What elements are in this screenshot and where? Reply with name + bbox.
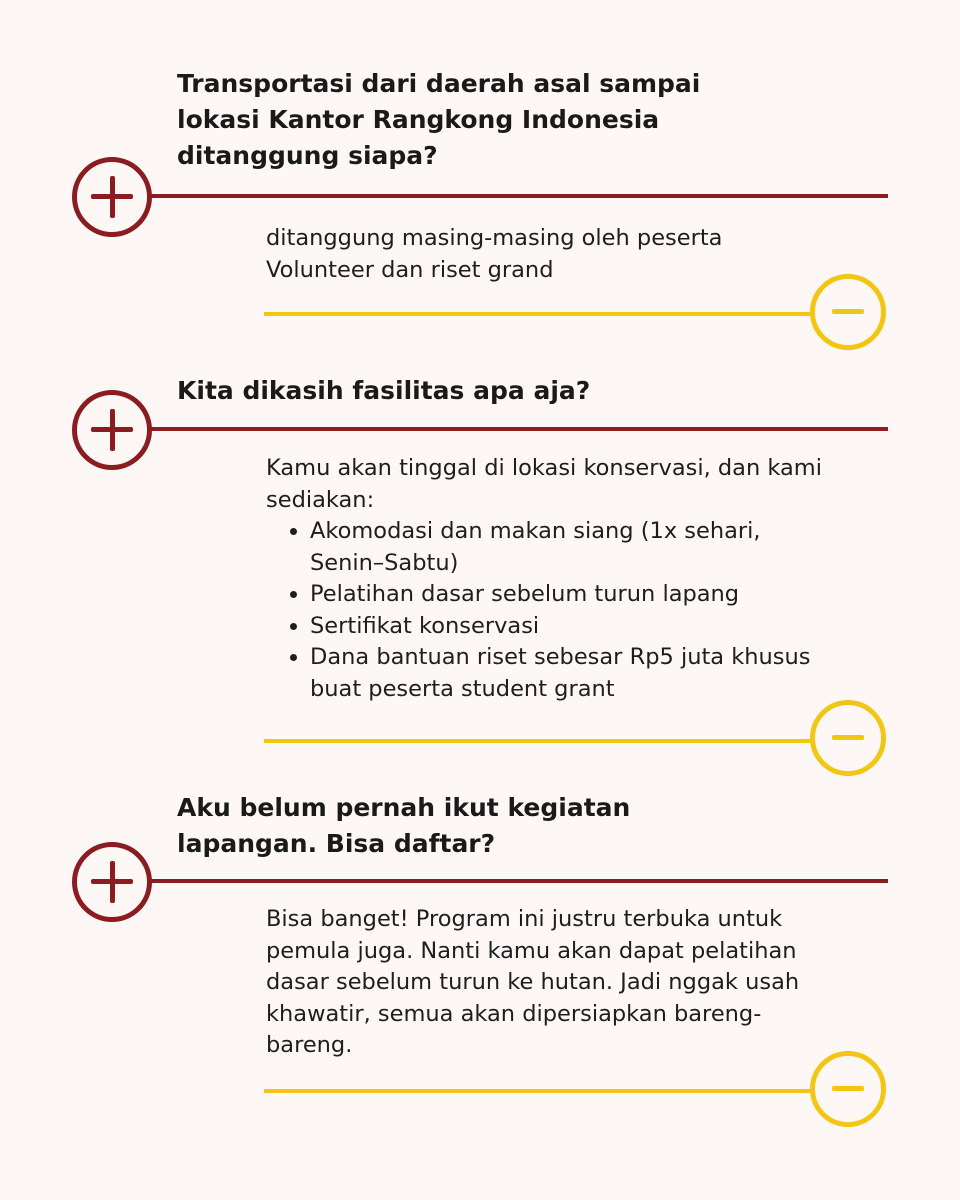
question-divider [148,427,888,431]
answer-divider [264,312,814,316]
minus-icon[interactable] [810,274,886,350]
answer-text: Bisa banget! Program ini justru terbuka untuk pemula juga. Nanti kamu akan dapat pelatihan dasar sebelum turun ke hutan. Jadi nggak usah khawatir, semua akan dipersiapkan bareng-bareng. [266,906,800,1058]
faq-question[interactable]: Transportasi dari daerah asal sampai lokasi Kantor Rangkong Indonesia ditanggung siapa? [177,69,701,170]
list-item: • Sertifikat konservasi [310,611,836,643]
question-divider [148,194,888,198]
minus-icon[interactable] [810,700,886,776]
answer-divider [264,1089,814,1093]
faq-answer [266,453,836,705]
list-item: • Dana bantuan riset sebesar Rp5 juta khusus buat peserta student grant [310,642,836,705]
faq-answer [266,904,836,1062]
list-item: • Akomodasi dan makan siang (1x sehari, Senin–Sabtu) [310,516,836,579]
list-item: • Pelatihan dasar sebelum turun lapang [310,579,836,611]
faq-question[interactable]: Aku belum pernah ikut kegiatan lapangan. Bisa daftar? [177,793,631,858]
faq-question[interactable]: Kita dikasih fasilitas apa aja? [177,376,591,405]
plus-icon[interactable] [72,842,152,922]
plus-icon[interactable] [72,157,152,237]
question-divider [148,879,888,883]
facility-list [266,516,836,705]
answer-text: Kamu akan tinggal di lokasi konservasi, dan kami sediakan: [266,455,822,513]
minus-icon[interactable] [810,1051,886,1127]
answer-divider [264,739,814,743]
plus-icon[interactable] [72,390,152,470]
faq-answer [266,223,836,286]
answer-text: ditanggung masing-masing oleh peserta Volunteer dan riset grand [266,225,723,283]
